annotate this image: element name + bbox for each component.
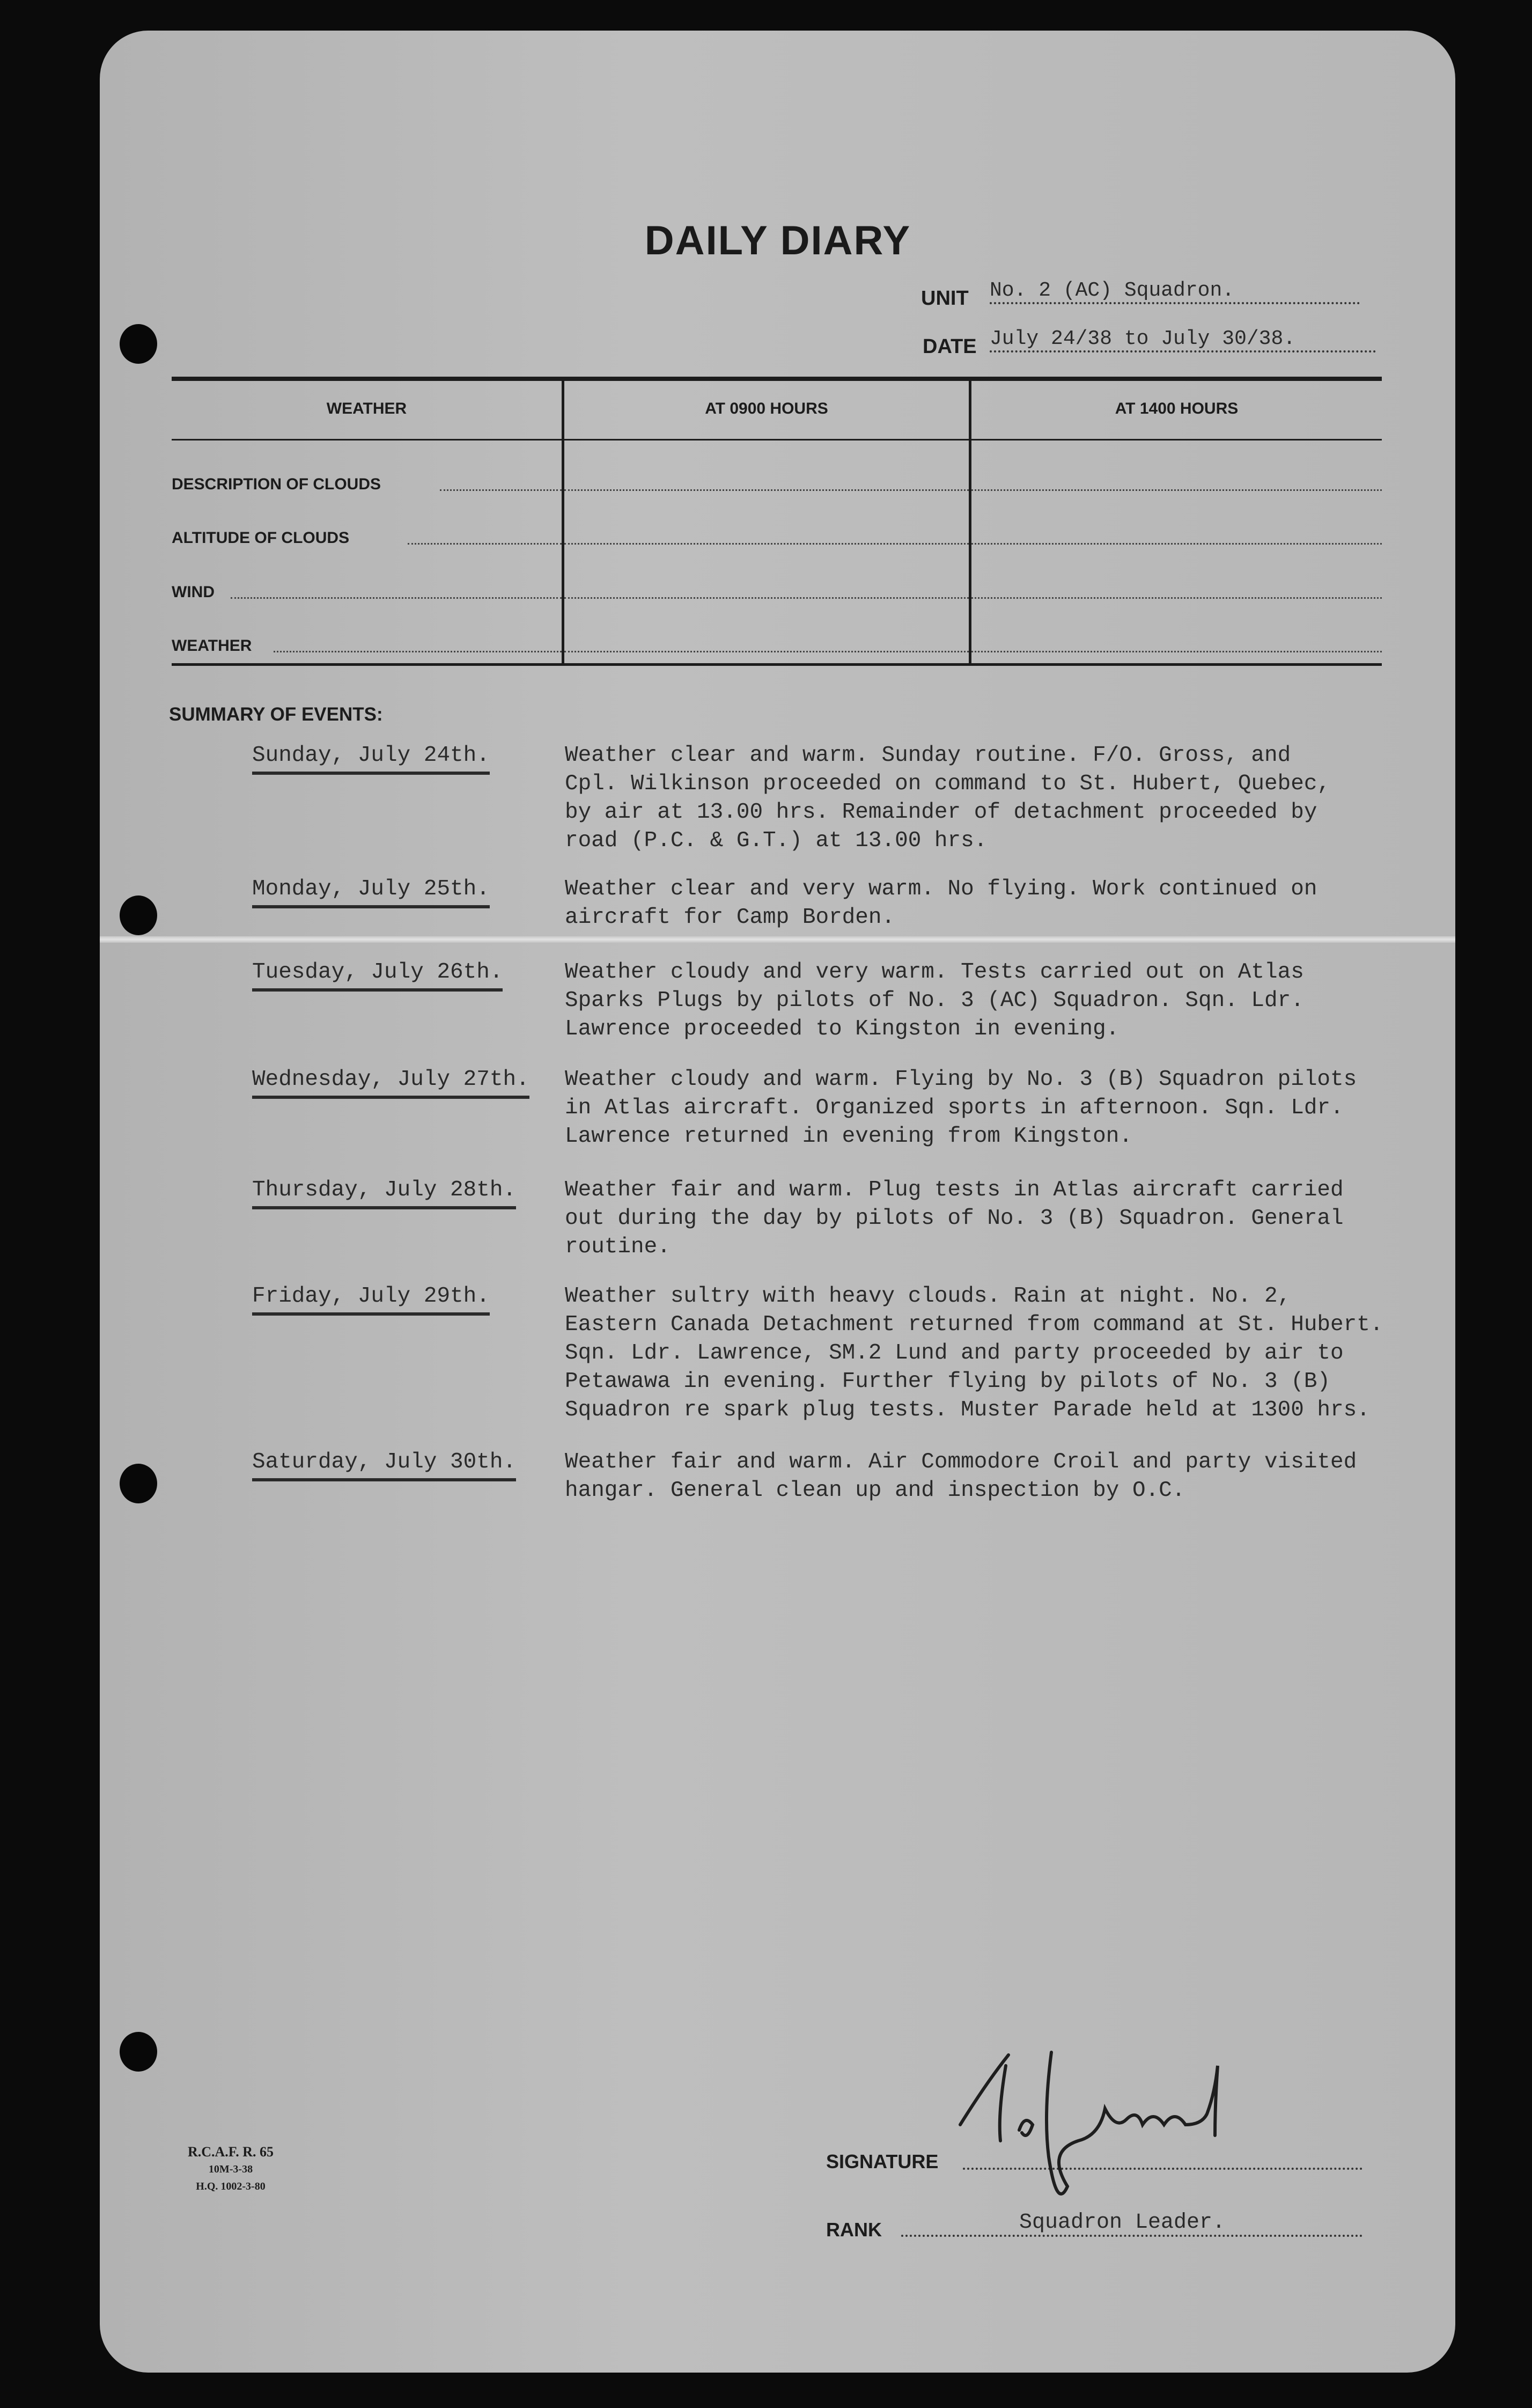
entry-date: Thursday, July 28th. bbox=[252, 1176, 516, 1209]
entry-text: Weather clear and warm. Sunday routine. F/O. Gross, and Cpl. Wilkinson proceeded on command to St. Hubert, Quebec, by air at 13.00 hrs. Remainder of detachment proceeded by road (P.C. & G.T.) at 13.00 hrs. bbox=[565, 743, 1331, 853]
signature-label: SIGNATURE bbox=[826, 2150, 939, 2172]
punch-hole bbox=[120, 324, 157, 364]
rank-label: RANK bbox=[826, 2219, 882, 2241]
rank-value: Squadron Leader. bbox=[1019, 2211, 1226, 2235]
entry-text: Weather cloudy and warm. Flying by No. 3 (B) Squadron pilots in Atlas aircraft. Organized sports in afternoon. Sqn. Ldr. Lawrence returned in evening from Kingston. bbox=[565, 1067, 1357, 1149]
row-label-weather: WEATHER bbox=[172, 637, 252, 655]
form-number bbox=[161, 2143, 300, 2195]
header-1400: AT 1400 HOURS bbox=[1115, 400, 1239, 417]
header-0900: AT 0900 HOURS bbox=[705, 400, 828, 417]
entry-text: Weather fair and warm. Air Commodore Croil and party visited hangar. General clean up and inspection by O.C. bbox=[565, 1450, 1357, 1503]
header-weather: WEATHER bbox=[326, 400, 407, 417]
form-number-line: 10M-3-38 bbox=[208, 2163, 253, 2175]
entry-text: Weather clear and very warm. No flying. Work continued on aircraft for Camp Borden. bbox=[565, 877, 1317, 930]
entry-date: Friday, July 29th. bbox=[252, 1282, 490, 1316]
page-title: DAILY DIARY bbox=[644, 218, 911, 263]
row-label-description-of-clouds: DESCRIPTION OF CLOUDS bbox=[172, 475, 381, 493]
entry-text: Weather cloudy and very warm. Tests carried out on Atlas Sparks Plugs by pilots of No. 3 (AC) Squadron. Sqn. Ldr. Lawrence proceeded to Kingston in evening. bbox=[565, 960, 1304, 1041]
row-label-altitude-of-clouds: ALTITUDE OF CLOUDS bbox=[172, 529, 350, 547]
form-number-line: H.Q. 1002-3-80 bbox=[196, 2181, 266, 2192]
date-label: DATE bbox=[923, 335, 977, 358]
punch-hole bbox=[120, 1464, 157, 1503]
paper-fold bbox=[100, 936, 1455, 943]
entry-date: Sunday, July 24th. bbox=[252, 742, 490, 775]
entry-text: Weather sultry with heavy clouds. Rain at night. No. 2, Eastern Canada Detachment returned from command at St. Hubert. Sqn. Ldr. Lawrence, SM.2 Lund and party proceeded by air to Petawawa in evening. Further flying by pilots of No. 3 (B) Squadron re spark plug tests. Muster Parade held at 1300 hrs. bbox=[565, 1284, 1383, 1422]
rank-line bbox=[901, 2235, 1362, 2237]
entry-date: Wednesday, July 27th. bbox=[252, 1066, 529, 1099]
entry-text: Weather fair and warm. Plug tests in Atlas aircraft carried out during the day by pilots of No. 3 (B) Squadron. General routine. bbox=[565, 1178, 1344, 1259]
unit-label: UNIT bbox=[921, 287, 969, 310]
summary-heading: SUMMARY OF EVENTS: bbox=[169, 704, 383, 725]
punch-hole bbox=[120, 2032, 157, 2072]
entry-date: Saturday, July 30th. bbox=[252, 1448, 516, 1481]
form-number-line: R.C.A.F. R. 65 bbox=[187, 2144, 274, 2160]
date-value: July 24/38 to July 30/38. bbox=[990, 327, 1376, 353]
row-label-wind: WIND bbox=[172, 583, 215, 601]
entry-date: Monday, July 25th. bbox=[252, 875, 490, 908]
unit-value: No. 2 (AC) Squadron. bbox=[990, 279, 1360, 304]
entry-date: Tuesday, July 26th. bbox=[252, 958, 503, 992]
punch-hole bbox=[120, 895, 157, 935]
signature-handwriting bbox=[939, 2050, 1314, 2221]
